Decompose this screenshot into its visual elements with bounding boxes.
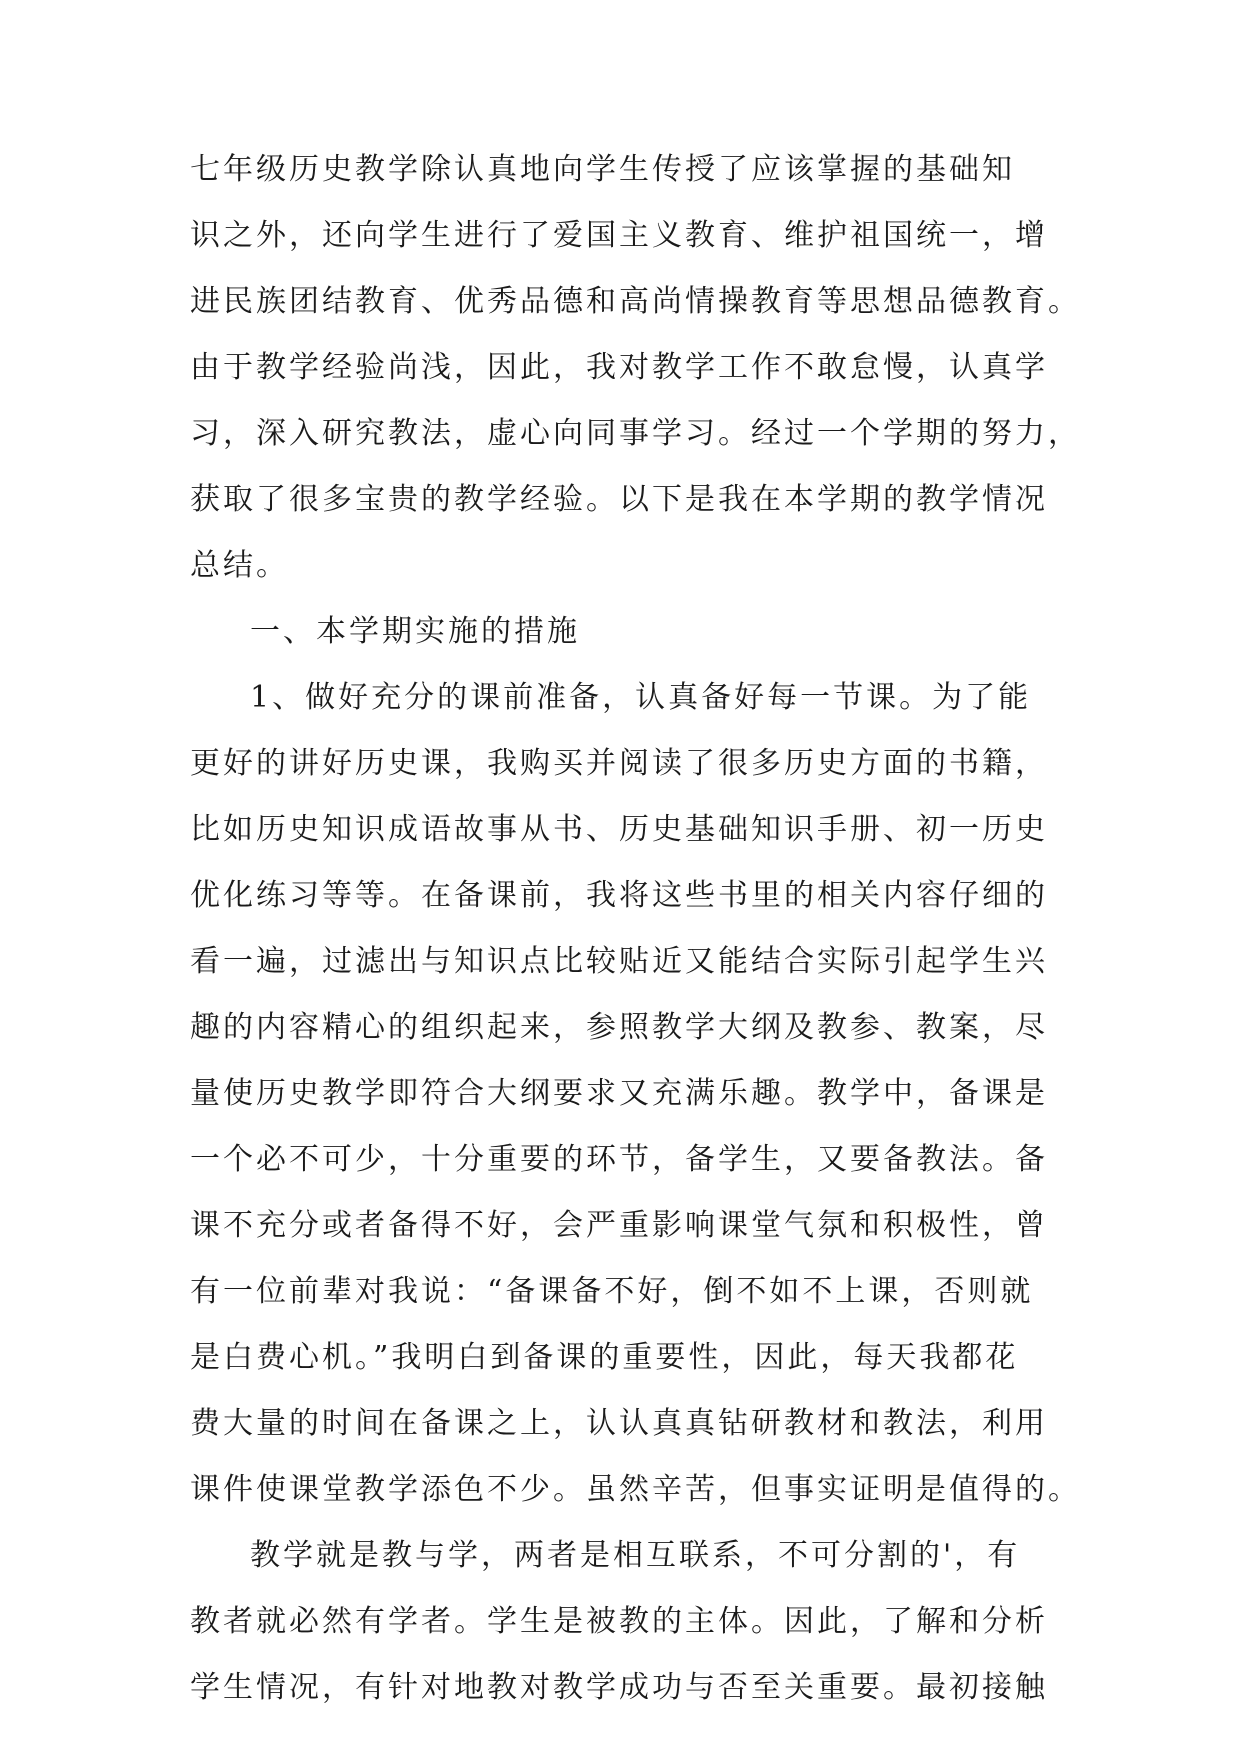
paragraph-1-line-7: 总结。 bbox=[190, 548, 289, 583]
paragraph-2-line-10: 有一位前辈对我说：“备课备不好，倒不如不上课，否则就 bbox=[190, 1274, 1034, 1309]
paragraph-2-line-13: 课件使课堂教学添色不少。虽然辛苦，但事实证明是值得的。 bbox=[190, 1472, 1081, 1507]
paragraph-1-line-2: 识之外，还向学生进行了爱国主义教育、维护祖国统一，增 bbox=[190, 218, 1048, 253]
paragraph-1-line-1: 七年级历史教学除认真地向学生传授了应该掌握的基础知 bbox=[190, 152, 1015, 187]
paragraph-2-line-2: 更好的讲好历史课，我购买并阅读了很多历史方面的书籍， bbox=[190, 746, 1048, 781]
paragraph-2-line-9: 课不充分或者备得不好，会严重影响课堂气氛和积极性，曾 bbox=[190, 1208, 1048, 1243]
paragraph-1-line-4: 由于教学经验尚浅，因此，我对教学工作不敢怠慢，认真学 bbox=[190, 350, 1048, 385]
paragraph-2-line-7: 量使历史教学即符合大纲要求又充满乐趣。教学中，备课是 bbox=[190, 1076, 1048, 1111]
paragraph-2-line-6: 趣的内容精心的组织起来，参照教学大纲及教参、教案，尽 bbox=[190, 1010, 1048, 1045]
paragraph-2-line-11: 是白费心机。”我明白到备课的重要性，因此，每天我都花 bbox=[190, 1340, 1019, 1375]
paragraph-2-line-1: 1、做好充分的课前准备，认真备好每一节课。为了能 bbox=[250, 680, 1032, 715]
paragraph-2-line-5: 看一遍，过滤出与知识点比较贴近又能结合实际引起学生兴 bbox=[190, 944, 1048, 979]
paragraph-1-line-6: 获取了很多宝贵的教学经验。以下是我在本学期的教学情况 bbox=[190, 482, 1048, 517]
paragraph-2-line-3: 比如历史知识成语故事从书、历史基础知识手册、初一历史 bbox=[190, 812, 1048, 847]
paragraph-2-line-12: 费大量的时间在备课之上，认认真真钻研教材和教法，利用 bbox=[190, 1406, 1048, 1441]
paragraph-2-line-4: 优化练习等等。在备课前，我将这些书里的相关内容仔细的 bbox=[190, 878, 1048, 913]
paragraph-1-line-5: 习，深入研究教法，虚心向同事学习。经过一个学期的努力， bbox=[190, 416, 1081, 451]
paragraph-3-line-3: 学生情况，有针对地教对教学成功与否至关重要。最初接触 bbox=[190, 1670, 1048, 1705]
paragraph-1-line-3: 进民族团结教育、优秀品德和高尚情操教育等思想品德教育。 bbox=[190, 284, 1081, 319]
paragraph-3-line-1: 教学就是教与学，两者是相互联系，不可分割的'，有 bbox=[250, 1538, 1021, 1573]
section-heading: 一、本学期实施的措施 bbox=[250, 614, 580, 649]
paragraph-2-line-8: 一个必不可少，十分重要的环节，备学生，又要备教法。备 bbox=[190, 1142, 1048, 1177]
paragraph-3-line-2: 教者就必然有学者。学生是被教的主体。因此，了解和分析 bbox=[190, 1604, 1048, 1639]
